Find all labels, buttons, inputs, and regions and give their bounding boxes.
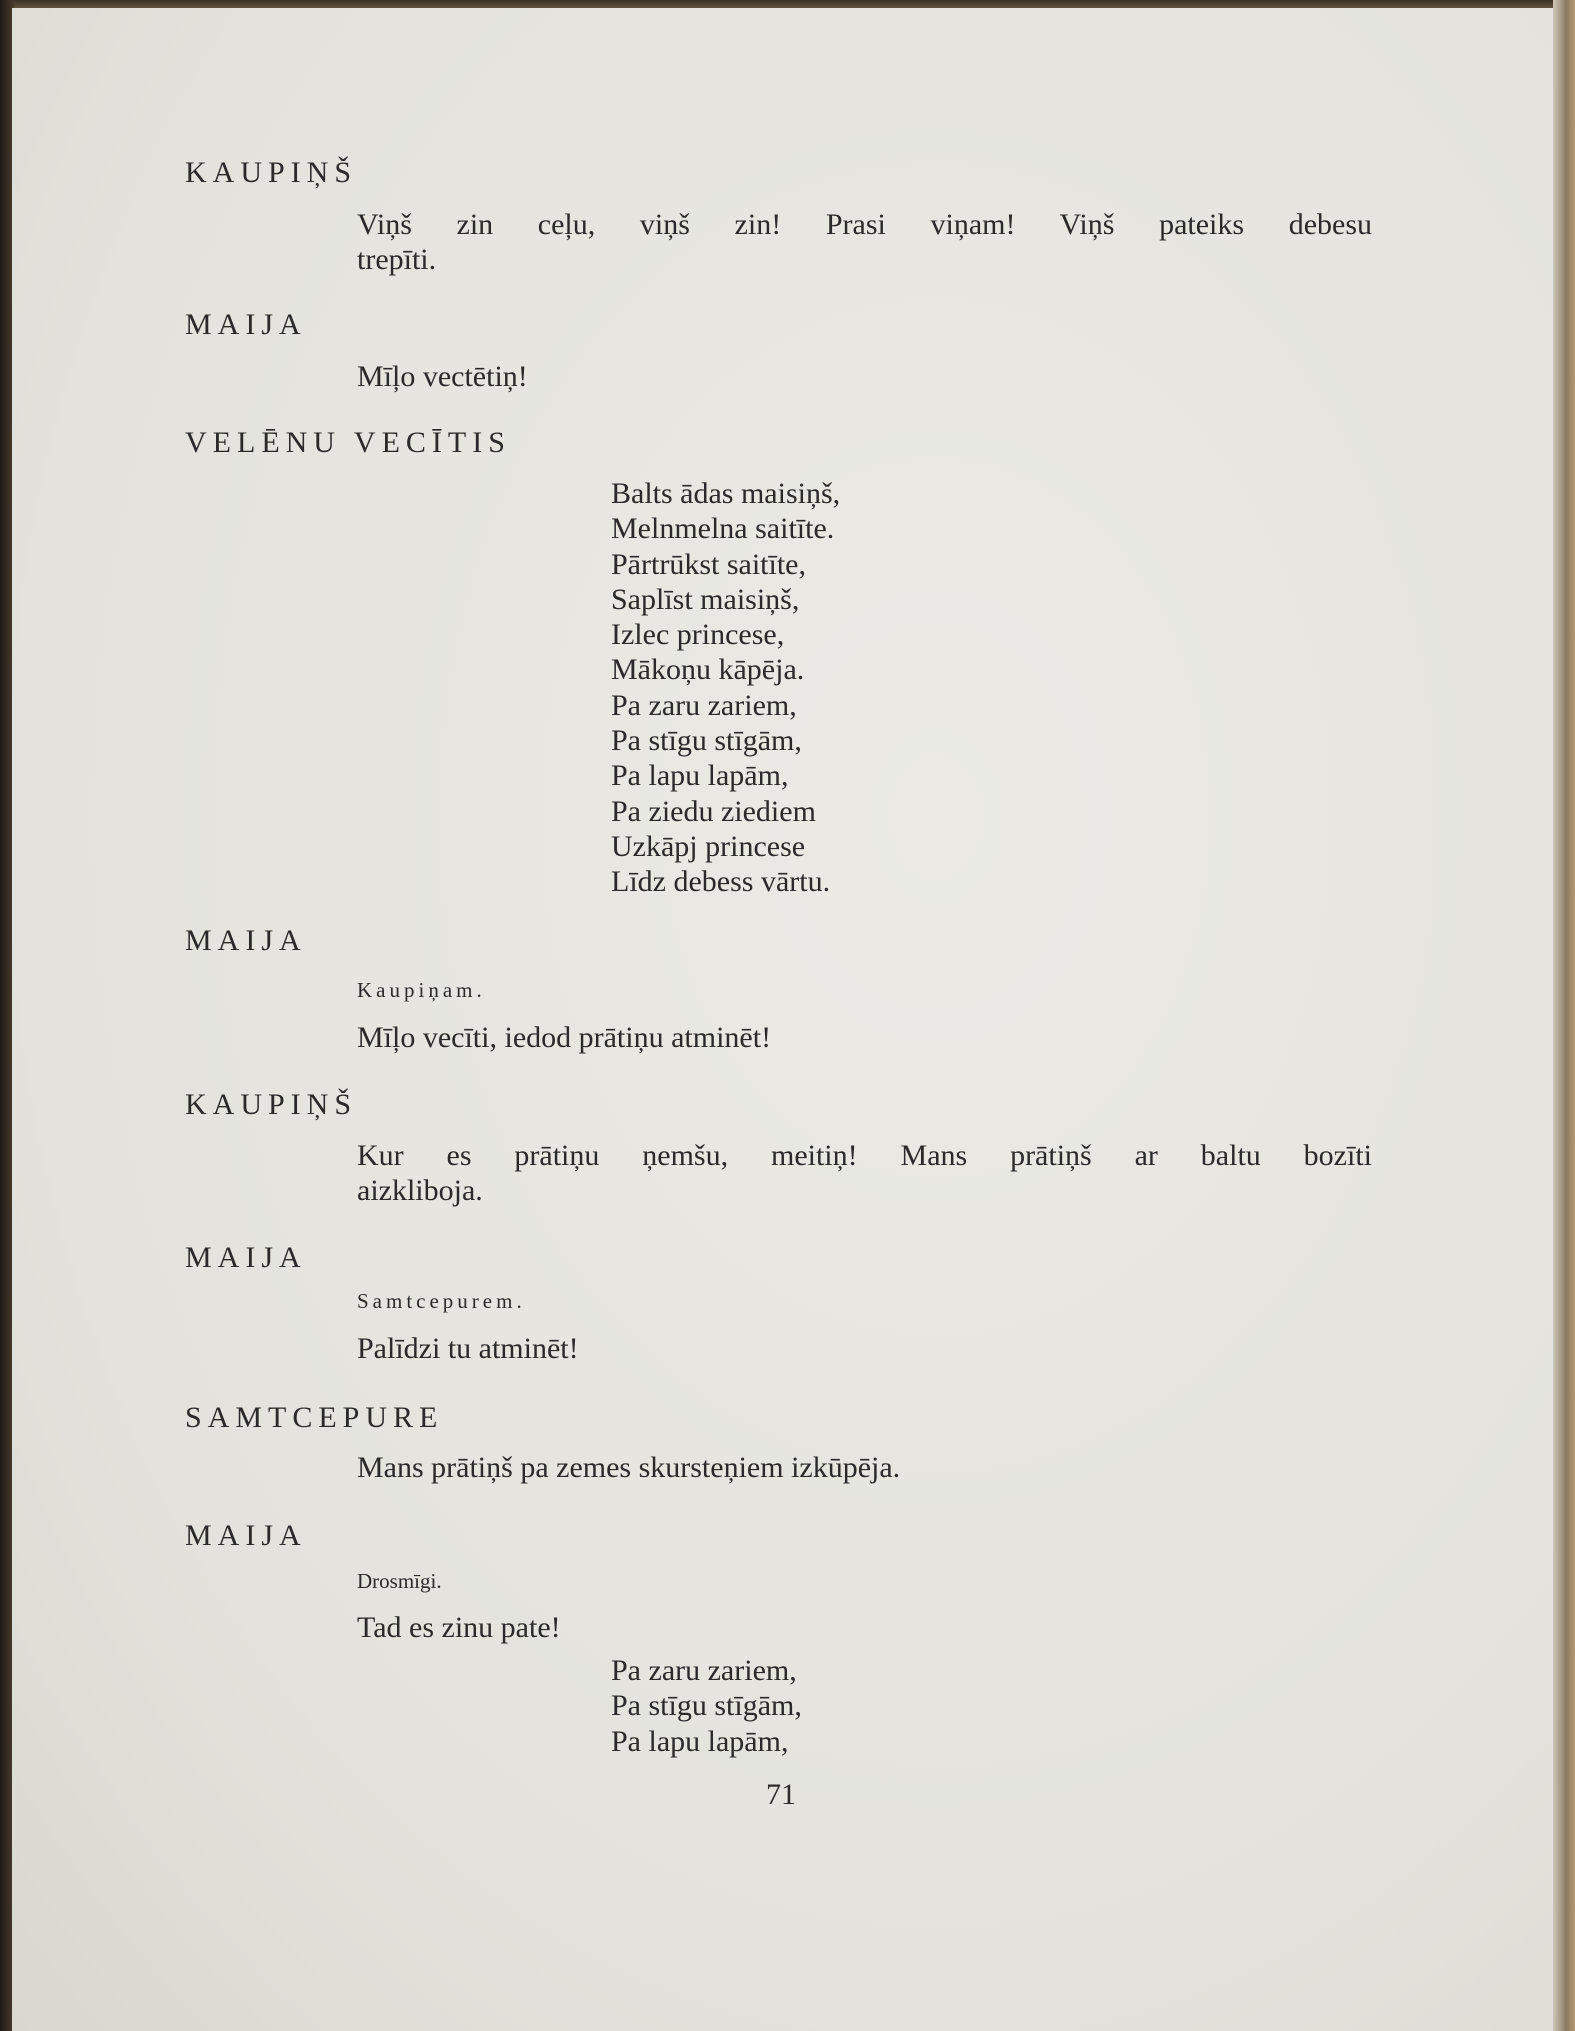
- speaker-maija: MAIJA: [185, 1519, 307, 1552]
- verse-line: Pa stīgu stīgām,: [611, 1689, 802, 1723]
- verse-line: Uzkāpj princese: [611, 829, 806, 863]
- stage-direction: Drosmīgi.: [357, 1569, 442, 1593]
- speaker-maija: MAIJA: [185, 924, 307, 957]
- speaker-velenu-vecitis: VELĒNU VECĪTIS: [185, 426, 511, 459]
- verse-line: Pārtrūkst saitīte,: [611, 547, 806, 581]
- speaker-samtcepure: SAMTCEPURE: [185, 1401, 444, 1434]
- verse-line: Pa lapu lapām,: [611, 1724, 789, 1758]
- speaker-maija: MAIJA: [185, 308, 307, 341]
- verse-block: [611, 1653, 802, 1759]
- speaker-maija: MAIJA: [185, 1241, 307, 1274]
- dialogue-line: Palīdzi tu atminēt!: [357, 1332, 579, 1365]
- verse-line: Mākoņu kāpēja.: [611, 653, 805, 687]
- stage-direction: Samtcepurem.: [357, 1289, 526, 1313]
- verse-line: Pa zaru zariem,: [611, 688, 797, 722]
- dialogue-line: Mans prātiņš pa zemes skursteņiem izkūpēja.: [357, 1451, 901, 1484]
- book-page: [12, 8, 1553, 2031]
- verse-line: Līdz debess vārtu.: [611, 865, 831, 899]
- dialogue-line: Tad es zinu pate!: [357, 1611, 561, 1644]
- speaker-kaupins: KAUPIŅŠ: [185, 156, 358, 189]
- verse-line: Pa stīgu stīgām,: [611, 724, 802, 758]
- dialogue-line: trepīti.: [357, 243, 437, 276]
- dialogue-line: Kur es prātiņu ņemšu, meitiņ! Mans prātiņš ar baltu bozīti: [357, 1139, 1372, 1172]
- page-number: 71: [766, 1778, 796, 1811]
- verse-line: Balts ādas maisiņš,: [611, 477, 841, 510]
- verse-line: Izlec princese,: [611, 618, 785, 652]
- stage-direction: Kaupiņam.: [357, 978, 486, 1002]
- speaker-kaupins: KAUPIŅŠ: [185, 1088, 358, 1121]
- dialogue-line: aizkliboja.: [357, 1174, 483, 1207]
- verse-line: Pa zaru zariem,: [611, 1654, 797, 1687]
- dialogue-line: Viņš zin ceļu, viņš zin! Prasi viņam! Viņš pateiks debesu: [357, 208, 1372, 241]
- verse-block: [611, 476, 840, 900]
- verse-line: Pa ziedu ziediem: [611, 794, 816, 828]
- verse-line: Melnmelna saitīte.: [611, 512, 835, 546]
- book-page-edges: [1553, 0, 1575, 2031]
- dialogue-line: Mīļo vectētiņ!: [357, 360, 528, 393]
- dialogue-line: Mīļo vecīti, iedod prātiņu atminēt!: [357, 1021, 772, 1054]
- verse-line: Saplīst maisiņš,: [611, 582, 800, 616]
- verse-line: Pa lapu lapām,: [611, 759, 789, 793]
